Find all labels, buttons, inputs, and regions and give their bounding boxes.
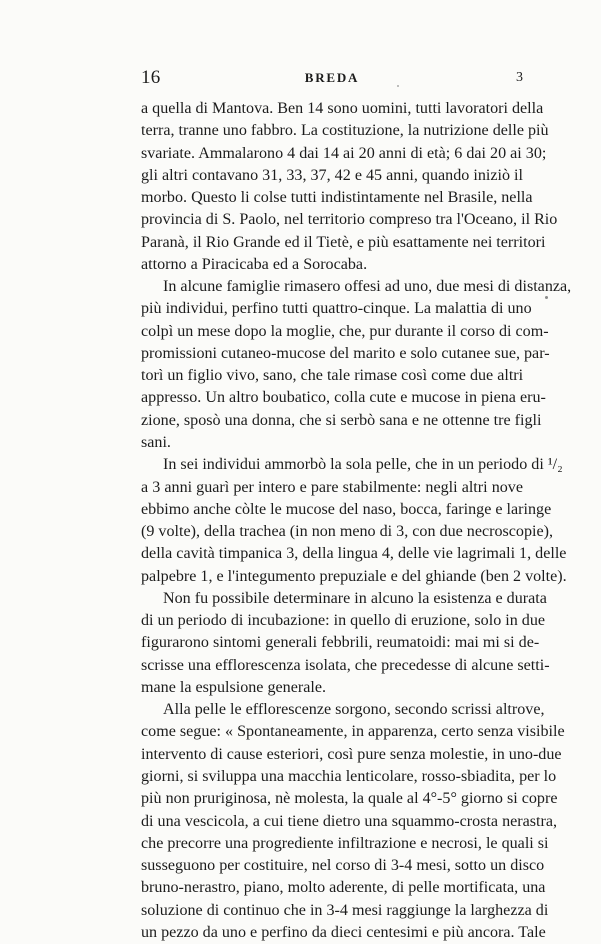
text-line: Paranà, il Rio Grande ed il Tietè, e più esattamente nei territori [141, 233, 546, 251]
text-line: della cavità timpanica 3, della lingua 4, delle vie lagrimali 1, delle [141, 545, 567, 563]
text-line: più non pruriginosa, nè molesta, la quale al 4°-5° giorno si copre [141, 790, 558, 808]
text-line: torì un figlio vivo, sano, che tale rimase così come due altri [141, 367, 524, 385]
text-line: di una vescicola, a cui tiene dietro una squammo-crosta nerastra, [141, 812, 558, 830]
text-line: a quella di Mantova. Ben 14 sono uomini, tutti lavoratori della [141, 100, 544, 117]
text-line: Alla pelle le efflorescenze sorgono, secondo scrissi altrove, [163, 701, 545, 719]
text-line: gli altri contavano 31, 33, 37, 42 e 45 anni, quando iniziò il [141, 166, 523, 184]
text-line: In alcune famiglie rimasero offesi ad uno, due mesi di distanza, [163, 278, 572, 296]
text-line: susseguono per costituire, nel corso di 3-4 mesi, sotto un disco [141, 857, 545, 875]
text-line: zione, sposò una donna, che si serbò sana e ne ottenne tre figli [141, 411, 542, 429]
text-line: a 3 anni guarì per intero e pare stabilmente: negli altri nove [141, 478, 523, 496]
text-line: un pezzo da uno e perfino da dieci centesimi e più ancora. Tale [141, 923, 546, 941]
text-line: promissioni cutaneo-mucose del marito e solo cutanee sue, par- [141, 344, 550, 362]
text-line: intervento di cause esteriori, così pure senza molestie, in uno-due [141, 745, 562, 763]
text-line: svariate. Ammalarono 4 dai 14 ai 20 anni di età; 6 dai 20 ai 30; [141, 144, 547, 162]
text-line: (9 volte), della trachea (in non meno di 3, con due necroscopie), [141, 523, 554, 541]
text-line: morbo. Questo li colse tutti indistintamente nel Brasile, nella [141, 189, 533, 207]
text-line: bruno-nerastro, piano, molto aderente, di pelle mortificata, una [141, 879, 546, 897]
text-line: più individui, perfino tutti quattro-cinque. La malattia di uno [141, 300, 532, 318]
text-line: mane la espulsione generale. [141, 678, 326, 696]
text-line: come segue: « Spontaneamente, in apparenza, certo senza visibile [141, 723, 565, 741]
body-text [141, 98, 572, 944]
text-line: figurarono sintomi generali febbrili, reumatoidi: mai mi si de- [141, 634, 540, 652]
text-line: terra, tranne uno fabbro. La costituzione, la nutrizione delle più [141, 122, 549, 140]
signature-number: 3 [516, 70, 523, 85]
text-line: giorni, si sviluppa una macchia lenticolare, rosso-sbiadita, per lo [141, 767, 557, 785]
text-line: che precorre una progrediente infiltrazione e necrosi, le quali si [141, 834, 549, 852]
page-header [141, 67, 523, 91]
text-line: soluzione di continuo che in 3-4 mesi raggiunge la larghezza di [141, 901, 549, 919]
text-line: sani. [141, 433, 171, 451]
text-line: di un periodo di incubazione: in quello di eruzione, solo in due [141, 612, 546, 630]
text-line: palpebre 1, e l'integumento prepuziale e del ghiande (ben 2 volte). [141, 567, 567, 585]
text-line: attorno a Piracicaba ed a Sorocaba. [141, 255, 368, 273]
paper-speck [545, 296, 548, 299]
text-line: appresso. Un altro boubatico, colla cute e mucose in piena eru- [141, 389, 546, 407]
text-line: colpì un mese dopo la moglie, che, pur durante il corso di com- [141, 322, 549, 340]
page-number: 16 [141, 67, 161, 88]
text-line: scrisse una efflorescenza isolata, che precedesse di alcune setti- [141, 656, 550, 674]
text-line: ebbimo anche còlte le mucose del naso, bocca, faringe e laringe [141, 500, 552, 518]
text-line: In sei individui ammorbò la sola pelle, che in un periodo di ¹/₂ [163, 456, 563, 474]
paper-speck [397, 85, 399, 87]
text-line: provincia di S. Paolo, nel territorio compreso tra l'Oceano, il Rio [141, 211, 558, 229]
running-title: BREDA [304, 70, 360, 85]
text-line: Non fu possibile determinare in alcuno la esistenza e durata [163, 589, 547, 607]
